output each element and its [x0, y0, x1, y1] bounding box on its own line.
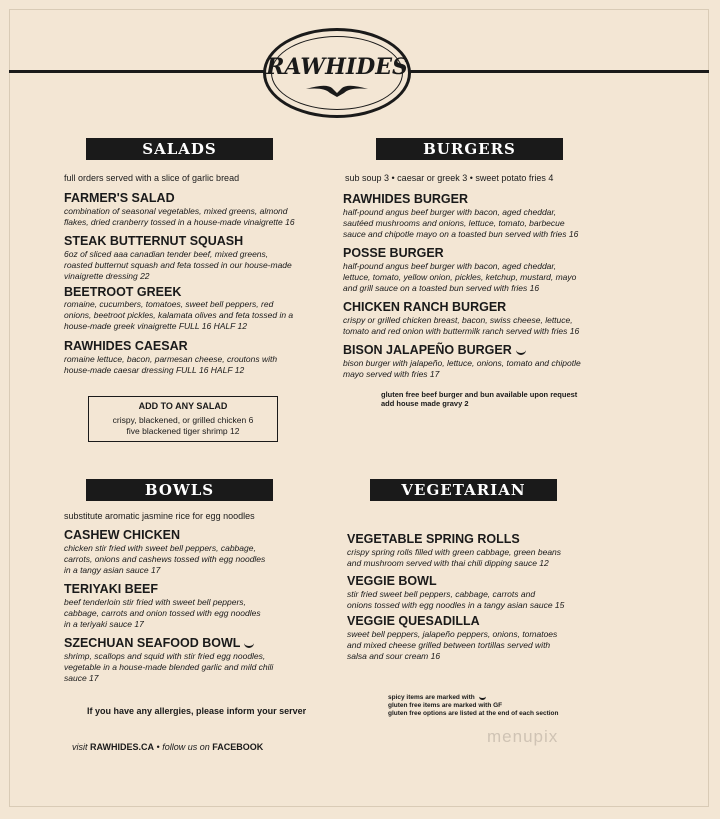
item-desc-rawhides-caesar: romaine lettuce, bacon, parmesan cheese, croutons with house-made caesar dressing FULL 16 HALF 12: [64, 354, 278, 375]
section-header-burgers: BURGERS: [376, 138, 563, 160]
item-title-cashew-chicken: CASHEW CHICKEN: [64, 528, 180, 542]
facebook-link[interactable]: FACEBOOK: [212, 742, 264, 752]
spicy-icon: [516, 347, 526, 355]
website-link[interactable]: RAWHIDES.CA: [90, 742, 155, 752]
watermark: menupix: [487, 727, 559, 746]
item-title-farmers-salad: FARMER'S SALAD: [64, 191, 175, 205]
bowls-note: substitute aromatic jasmine rice for egg noodles: [64, 511, 255, 521]
item-title-posse-burger: POSSE BURGER: [343, 246, 444, 260]
spicy-icon: [244, 640, 254, 648]
item-desc-teriyaki-beef: beef tenderloin stir fried with sweet bell peppers, cabbage, carrots and onion tossed with egg noodles in a teriyaki sauce 17: [64, 597, 261, 629]
bison-title-text: BISON JALAPEÑO BURGER: [343, 343, 512, 357]
add-to-salad-title: ADD TO ANY SALAD: [138, 401, 228, 411]
item-desc-rawhides-burger: half-pound angus beef burger with bacon, aged cheddar, sautéed mushrooms and onions, lettuce, tomato, barbecue sauce and chipotle mayo on a toasted bun served with fries 16: [343, 207, 579, 239]
item-title-szechuan-seafood: [64, 636, 254, 650]
item-desc-posse-burger: half-pound angus beef burger with bacon, aged cheddar, lettuce, tomato, yellow onion, pickles, ketchup, mustard, mayo and grill sauce on a toasted bun served with fries 16: [343, 261, 577, 293]
logo-text: RAWHIDES: [266, 54, 408, 80]
section-header-vegetarian: VEGETARIAN: [370, 479, 557, 501]
item-desc-spring-rolls: crispy spring rolls filled with green cabbage, green beans and mushroom served with thai chili dipping sauce 12: [347, 547, 562, 568]
horns-icon: [266, 31, 408, 115]
item-desc-beetroot-greek: romaine, cucumbers, tomatoes, sweet bell peppers, red onions, beetroot pickles, kalamata olives and feta tossed in a house-made greek vinaigrette FULL 16 HALF 12: [64, 299, 294, 331]
item-desc-cashew-chicken: chicken stir fried with sweet bell peppers, cabbage, carrots, onions and cashews tossed with egg noodles in a tangy asian sauce 17: [64, 543, 266, 575]
item-title-rawhides-caesar: RAWHIDES CAESAR: [64, 339, 188, 353]
item-title-beetroot-greek: BEETROOT GREEK: [64, 285, 182, 299]
item-desc-szechuan-seafood: shrimp, scallops and squid with stir fried egg noodles, vegetable in a house-made blended garlic and mild chili sauce 17: [64, 651, 274, 683]
allergy-note: If you have any allergies, please inform your server: [87, 706, 307, 716]
item-title-teriyaki-beef: TERIYAKI BEEF: [64, 582, 159, 596]
add-to-salad-box: [88, 396, 278, 442]
burgers-footnote: gluten free beef burger and bun available upon request add house made gravy 2: [381, 390, 578, 408]
item-title-veggie-bowl: VEGGIE BOWL: [347, 574, 437, 588]
item-title-veggie-quesadilla: VEGGIE QUESADILLA: [347, 614, 480, 628]
item-title-bison-jalapeno: [343, 343, 526, 357]
spicy-icon: [479, 694, 486, 700]
burgers-note: sub soup 3 • caesar or greek 3 • sweet potato fries 4: [345, 173, 554, 183]
section-header-bowls: BOWLS: [86, 479, 273, 501]
item-desc-steak-butternut: 6oz of sliced aaa canadian tender beef, mixed greens, roasted butternut squash and feta tossed in our house-made vinaigrette dressing 22: [64, 249, 292, 281]
szechuan-title-text: SZECHUAN SEAFOOD BOWL: [64, 636, 241, 650]
rawhides-logo: [263, 28, 411, 118]
item-desc-veggie-quesadilla: sweet bell peppers, jalapeño peppers, onions, tomatoes and mixed cheese grilled between tortillas served with salsa and sour cream 16: [347, 629, 558, 661]
visit-line: visit RAWHIDES.CA • follow us on FACEBOOK: [72, 742, 264, 752]
item-title-spring-rolls: VEGETABLE SPRING ROLLS: [347, 532, 520, 546]
item-desc-veggie-bowl: stir fried sweet bell peppers, cabbage, carrots and onions tossed with egg noodles in a tangy asian sauce 15: [347, 589, 565, 610]
item-title-rawhides-burger: RAWHIDES BURGER: [343, 192, 469, 206]
section-header-salads: SALADS: [86, 138, 273, 160]
item-desc-bison-jalapeno: bison burger with jalapeño, lettuce, onions, tomato and chipotle mayo served with fries 17: [343, 358, 581, 379]
salads-note: full orders served with a slice of garlic bread: [64, 173, 240, 183]
item-desc-chicken-ranch: crispy or grilled chicken breast, bacon, swiss cheese, lettuce, tomato and red onion with buttermilk ranch served with fries 16: [343, 315, 580, 336]
add-shrimp-line: five blackened tiger shrimp 12: [126, 426, 240, 436]
item-desc-farmers-salad: combination of seasonal vegetables, mixed greens, almond flakes, dried cranberry tossed in a house-made vinaigrette 16: [64, 206, 295, 227]
dietary-legend: spicy items are marked with gluten free items are marked with GF gluten free options are listed at the end of each section: [388, 694, 559, 717]
item-title-steak-butternut: STEAK BUTTERNUT SQUASH: [64, 234, 244, 248]
item-title-chicken-ranch: CHICKEN RANCH BURGER: [343, 300, 507, 314]
add-chicken-line: crispy, blackened, or grilled chicken 6: [112, 415, 254, 425]
